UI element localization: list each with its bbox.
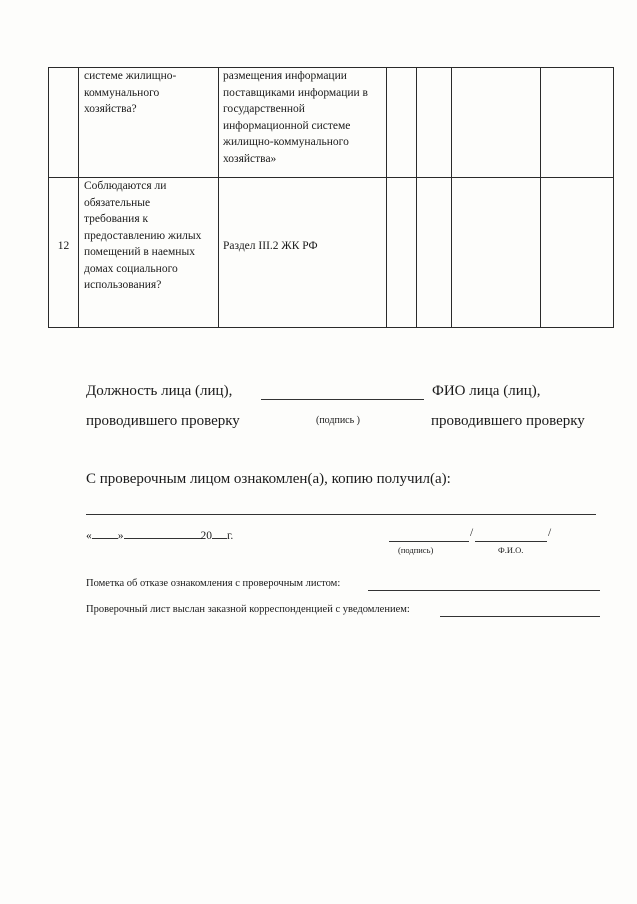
signature-blank	[389, 541, 469, 542]
reference-line: размещения информации	[223, 70, 347, 82]
date-field	[86, 528, 233, 542]
question-line: коммунального	[84, 86, 160, 99]
position-label: Должность лица (лиц),	[86, 383, 233, 399]
row-number: 12	[57, 240, 70, 252]
table-row	[84, 68, 216, 118]
question-line: обязательные	[84, 196, 151, 209]
question-line: хозяйства?	[84, 103, 137, 115]
question-line: домах социального	[84, 262, 178, 275]
mailed-line	[440, 616, 600, 617]
signature-line	[261, 399, 424, 400]
slash-separator: /	[470, 527, 474, 539]
slash-separator: /	[548, 527, 552, 539]
date-close-quote: »	[117, 530, 124, 542]
table-column-border	[78, 67, 79, 328]
table-column-border	[613, 67, 614, 328]
mailed-note: Проверочный лист выслан заказной корреспонденцией с уведомлением:	[86, 604, 410, 615]
date-open-quote: «	[86, 530, 92, 542]
fio-label-continued: проводившего проверку	[431, 413, 585, 429]
question-line: Соблюдаются ли	[84, 180, 167, 192]
table-column-border	[540, 67, 541, 328]
table-column-border	[386, 67, 387, 328]
question-line: требования к	[84, 213, 149, 225]
acknowledgement-line	[86, 514, 596, 515]
question-line: помещений в наемных	[84, 246, 195, 258]
signature-caption: (подпись )	[316, 415, 361, 426]
fio-label: ФИО лица (лиц),	[432, 383, 541, 399]
table-column-border	[416, 67, 417, 328]
reference-line: информационной системе	[223, 119, 351, 132]
reference-line: хозяйства»	[223, 152, 277, 165]
reference-line: поставщиками информации в	[223, 86, 368, 99]
reference-cell: Раздел III.2 ЖК РФ	[223, 240, 318, 252]
month-blank	[124, 528, 201, 539]
year-suffix: г.	[227, 530, 234, 542]
day-blank	[92, 528, 118, 539]
table-column-border	[451, 67, 452, 328]
reference-line: государственной	[223, 103, 305, 115]
table-column-border	[218, 67, 219, 328]
fio-blank	[475, 541, 547, 542]
table-column-border	[48, 67, 49, 328]
refusal-note: Пометка об отказе ознакомления с проверочным листом:	[86, 578, 341, 589]
position-label-continued: проводившего проверку	[86, 413, 240, 429]
acknowledgement-text: С проверочным лицом ознакомлен(а), копию получил(а):	[86, 471, 451, 487]
reference-line: жилищно-коммунального	[223, 136, 349, 148]
reference-cell	[223, 68, 385, 167]
refusal-line	[368, 590, 600, 591]
year-blank	[212, 528, 227, 539]
question-line: использования?	[84, 279, 162, 291]
fio-caption-small: Ф.И.О.	[498, 545, 524, 555]
question-line: системе жилищно-	[84, 70, 177, 82]
question-line: предоставлению жилых	[84, 229, 202, 242]
table-bottom-border	[48, 327, 614, 328]
year-prefix: 20	[200, 530, 212, 542]
question-cell	[84, 178, 216, 294]
signature-caption-small: (подпись)	[398, 545, 434, 555]
